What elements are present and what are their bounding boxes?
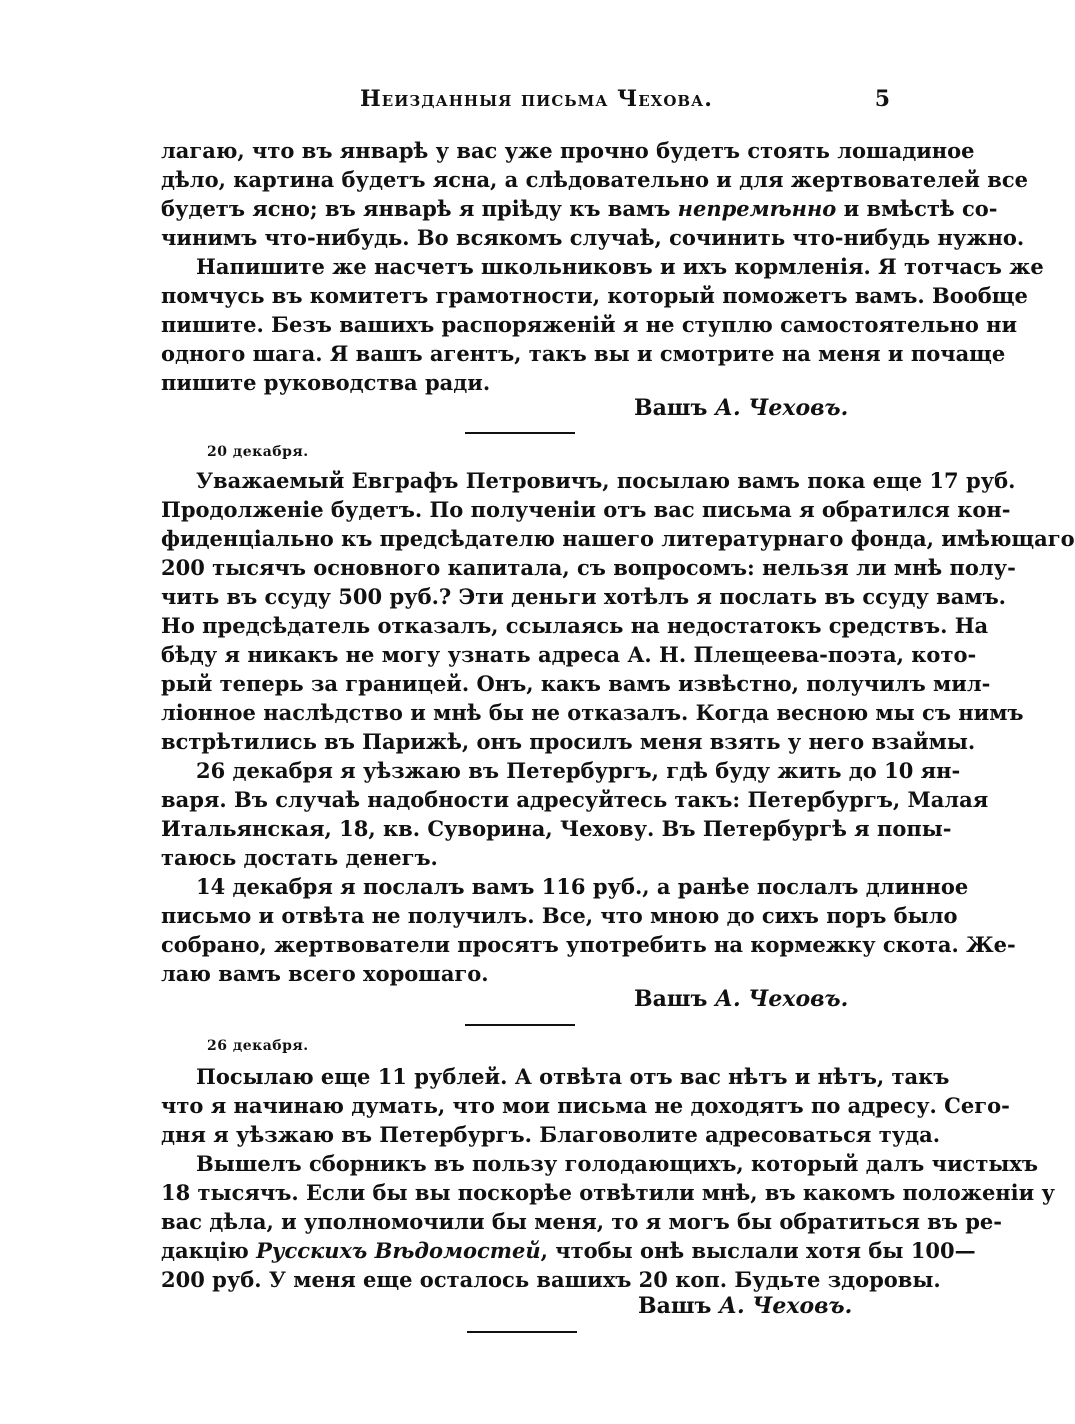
signature-prefix: Вашъ xyxy=(638,1293,712,1319)
emphasis-text: непремѣнно xyxy=(677,196,837,221)
letter-date: 26 декабря. xyxy=(207,1038,309,1054)
text-line: фиденціально къ предсѣдателю нашего литературнаго фонда, имѣющаго xyxy=(161,526,1075,551)
signature-name: А. Чеховъ. xyxy=(715,986,849,1012)
text-line: собрано, жертвователи просятъ употребить на кормежку скота. Же- xyxy=(161,932,1016,957)
text-line: 200 руб. У меня еще осталось вашихъ 20 коп. Будьте здоровы. xyxy=(161,1267,941,1292)
signature-name: А. Чеховъ. xyxy=(719,1293,853,1319)
page-header xyxy=(160,86,890,116)
text-line: встрѣтились въ Парижѣ, онъ просилъ меня взять у него взаймы. xyxy=(161,729,976,754)
running-title: Неизданныя письма Чехова. xyxy=(360,86,713,112)
text-run: дакцію xyxy=(161,1238,257,1263)
text-line: ліонное наслѣдство и мнѣ бы не отказалъ. Когда весною мы съ нимъ xyxy=(161,700,1024,725)
text-line: лаю вамъ всего хорошаго. xyxy=(161,961,489,986)
text-line: дѣло, картина будетъ ясна, а слѣдовательно и для жертвователей все xyxy=(161,167,1029,192)
text-line: Вышелъ сборникъ въ пользу голодающихъ, который далъ чистыхъ xyxy=(196,1151,1039,1176)
text-line: 14 декабря я послалъ вамъ 116 руб., а ранѣе послалъ длинное xyxy=(196,874,969,899)
text-line: Итальянская, 18, кв. Суворина, Чехову. Въ Петербургѣ я попы- xyxy=(161,816,952,841)
text-line: бѣду я никакъ не могу узнать адреса А. Н. Плещеева-поэта, кото- xyxy=(161,642,977,667)
section-divider xyxy=(465,432,575,434)
section-divider xyxy=(465,1024,575,1026)
text-line xyxy=(161,1236,976,1265)
text-line: Но предсѣдатель отказалъ, ссылаясь на недостатокъ средствъ. На xyxy=(161,613,989,638)
letter-date: 20 декабря. xyxy=(207,444,309,460)
signature-name: А. Чеховъ. xyxy=(715,395,849,421)
text-line: 200 тысячъ основного капитала, съ вопросомъ: нельзя ли мнѣ полу- xyxy=(161,555,1016,580)
text-line: пишите. Безъ вашихъ распоряженій я не ступлю самостоятельно ни xyxy=(161,312,1018,337)
text-line: чинимъ что-нибудь. Во всякомъ случаѣ, сочинить что-нибудь нужно. xyxy=(161,225,1025,250)
text-line: вас дѣла, и уполномочили бы меня, то я могъ бы обратиться въ ре- xyxy=(161,1209,1002,1234)
signature-prefix: Вашъ xyxy=(634,986,708,1012)
text-run: , чтобы онѣ выслали хотя бы 100— xyxy=(540,1238,976,1263)
text-line: дня я уѣзжаю въ Петербургъ. Благоволите адресоваться туда. xyxy=(161,1122,941,1147)
signature xyxy=(634,986,848,1012)
text-run: будетъ ясно; въ январѣ я пріѣду къ вамъ xyxy=(161,196,678,221)
text-line: Уважаемый Евграфъ Петровичъ, посылаю вамъ пока еще 17 руб. xyxy=(196,468,1016,493)
text-line: рый теперь за границей. Онъ, какъ вамъ извѣстно, получилъ мил- xyxy=(161,671,991,696)
signature xyxy=(638,1293,852,1319)
text-line xyxy=(161,194,998,223)
text-line: таюсь достать денегъ. xyxy=(161,845,438,870)
text-line: одного шага. Я вашъ агентъ, такъ вы и смотрите на меня и почаще xyxy=(161,341,1006,366)
text-line: чить въ ссуду 500 руб.? Эти деньги хотѣлъ я послать въ ссуду вамъ. xyxy=(161,584,1006,609)
emphasis-text: Русскихъ Вѣдомостей xyxy=(256,1238,541,1263)
signature-prefix: Вашъ xyxy=(634,395,708,421)
text-line: 18 тысячъ. Если бы вы поскорѣе отвѣтили мнѣ, въ какомъ положеніи у xyxy=(161,1180,1055,1205)
text-line: Напишите же насчетъ школьниковъ и ихъ кормленія. Я тотчасъ же xyxy=(196,254,1044,279)
text-line: что я начинаю думать, что мои письма не доходятъ по адресу. Сего- xyxy=(161,1093,1010,1118)
text-run: и вмѣстѣ со- xyxy=(836,196,998,221)
text-line: письмо и отвѣта не получилъ. Все, что мною до сихъ поръ было xyxy=(161,903,958,928)
text-line: пишите руководства ради. xyxy=(161,370,491,395)
page-number: 5 xyxy=(874,86,890,112)
text-line: 26 декабря я уѣзжаю въ Петербургъ, гдѣ буду жить до 10 ян- xyxy=(196,758,961,783)
signature xyxy=(634,395,848,421)
text-line: варя. Въ случаѣ надобности адресуйтесь такъ: Петербургъ, Малая xyxy=(161,787,989,812)
section-divider xyxy=(467,1331,577,1333)
text-line: помчусь въ комитетъ грамотности, который поможетъ вамъ. Вообще xyxy=(161,283,1028,308)
text-line: Посылаю еще 11 рублей. А отвѣта отъ вас нѣтъ и нѣтъ, такъ xyxy=(196,1064,950,1089)
text-line: лагаю, что въ январѣ у вас уже прочно будетъ стоять лошадиное xyxy=(161,138,975,163)
text-line: Продолженіе будетъ. По полученіи отъ вас письма я обратился кон- xyxy=(161,497,1011,522)
